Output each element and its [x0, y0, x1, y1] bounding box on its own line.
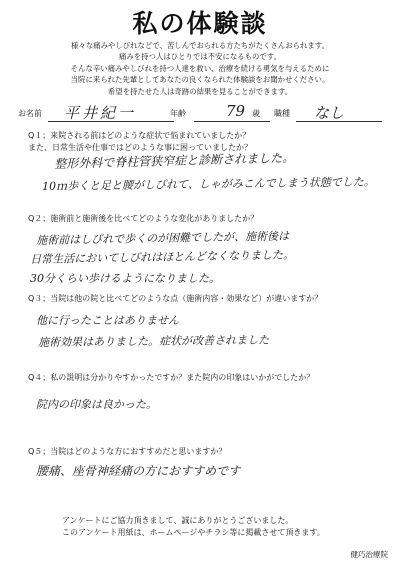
job-underline	[296, 121, 382, 122]
age-underline	[194, 121, 270, 122]
name-label: お名前	[18, 109, 42, 118]
footer-line: アンケートにご協力頂きまして、誠にありがとうございました。	[62, 516, 294, 525]
age-suffix: 歳	[252, 109, 260, 118]
answer-1-line-2: 10ｍ歩くと足と腰がしびれて、しゃがみこんでしまう状態でした。	[42, 175, 375, 193]
name-underline	[48, 121, 174, 122]
age-value: 79	[226, 102, 246, 120]
answer-5-line-1: 腰痛、座骨神経痛の方におすすめです	[36, 464, 241, 478]
clinic-name: 健巧治療院	[350, 550, 388, 559]
answer-4-line-1: 院内の印象は良かった。	[36, 398, 157, 411]
intro-line: 痛みを持つ人はひとりでは不安になるものです。	[118, 52, 281, 62]
question-2	[28, 213, 378, 225]
answer-3-line-2: 施術効果はありました。症状が改善されました	[38, 333, 270, 349]
intro-text	[20, 40, 380, 97]
intro-line: そんな辛い痛みやしびれを持つ人達を救い、治療を続ける勇気を与えるために	[70, 63, 330, 73]
question-5	[28, 446, 378, 458]
question-text: Q１；来院される前はどのような症状で悩まれていましたか？	[28, 131, 251, 140]
question-text: また、日常生活や仕事ではどのような事に困っていましたか？	[28, 142, 252, 152]
question-1	[28, 130, 378, 153]
job-value: なし	[314, 104, 345, 122]
job-label: 職種	[274, 109, 290, 118]
page-title: 私の体験談	[132, 9, 268, 38]
question-text: Q３；当院は他の院と比べてどのような点（施術内容・効果など）が違いますか？	[28, 294, 323, 303]
footer-line: このアンケート用紙は、ホームページやチラシ等に掲載させて頂きます。	[62, 527, 325, 537]
intro-line: 当院に来られた先輩としてあなたの良くなられた体験談をお聞かせください。	[70, 75, 330, 85]
answer-2-line-2: 日常生活においてしびれはほとんどなくなりました。	[30, 248, 295, 266]
intro-line: 様々な痛みやしびれなどで、苦しんでおられる方たちがたくさんおられます。	[71, 41, 329, 50]
footer-message	[62, 515, 392, 538]
respondent-info	[14, 104, 386, 122]
answer-1-line-1: 整形外科で脊柱管狭窄症と診断されました。	[54, 150, 295, 171]
age-label: 年齢	[170, 109, 186, 118]
answer-2-line-1: 施術前はしびれで歩くのが困難でしたが、施術後は	[36, 229, 290, 247]
question-3	[28, 293, 378, 305]
question-text: Q５；当院はどのような方におすすめだと思いますか？	[28, 447, 227, 456]
answer-2-line-3: 30分くらい歩けるようになりました。	[30, 272, 220, 285]
name-value: 平井紀一	[64, 104, 137, 122]
question-text: Q４；私の説明は分かりやすかったですか？また院内の印象はいかがでしたか？	[28, 373, 315, 382]
question-text: Q２；施術前と施術後を比べてどのような変化がありましたか？	[28, 214, 259, 223]
question-4	[28, 372, 378, 384]
answer-3-line-1: 他に行ったことはありません	[36, 314, 179, 327]
intro-line: 希望を持たせた人は奇跡の結果を見ることができます。	[107, 86, 293, 96]
